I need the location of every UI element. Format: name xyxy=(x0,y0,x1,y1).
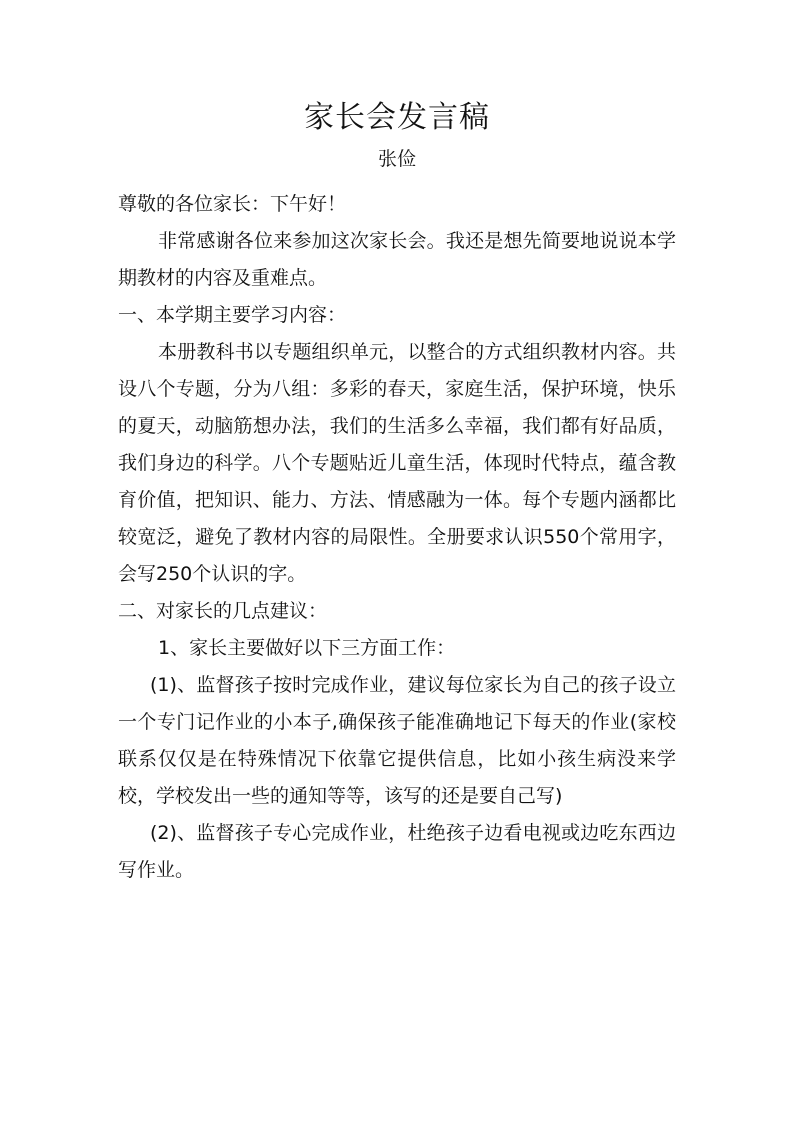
item1-paragraph: (1)、监督孩子按时完成作业，建议每位家长为自己的孩子设立一个专门记作业的小本子,确保孩子能准确地记下每天的作业(家校联系仅仅是在特殊情况下依靠它提供信息，比如小孩生病没来学校，学校发出一些的通知等等，该写的还是要自己写) xyxy=(118,674,676,807)
document-title: 家长会发言稿 xyxy=(304,100,490,135)
greeting-paragraph: 尊敬的各位家长：下午好！ xyxy=(118,193,347,215)
section1-heading: 一、本学期主要学习内容： xyxy=(118,304,347,326)
document-author: 张俭 xyxy=(377,148,416,170)
section1-body-paragraph: 本册教科书以专题组织单元，以整合的方式组织教材内容。共设八个专题，分为八组：多彩的春天，家庭生活，保护环境，快乐的夏天，动脑筋想办法，我们的生活多么幸福，我们都有好品质，我们身边的科学。八个专题贴近儿童生活，体现时代特点，蕴含教育价值，把知识、能力、方法、情感融为一体。每个专题内涵都比较宽泛，避免了教材内容的局限性。全册要求认识550个常用字，会写250个认识的字。 xyxy=(118,341,676,585)
subsection1-heading: 1、家长主要做好以下三方面工作： xyxy=(158,637,456,659)
document-body xyxy=(118,186,676,889)
intro-paragraph: 非常感谢各位来参加这次家长会。我还是想先简要地说说本学期教材的内容及重难点。 xyxy=(118,230,676,289)
item2-paragraph: (2)、监督孩子专心完成作业，杜绝孩子边看电视或边吃东西边写作业。 xyxy=(118,822,676,881)
section2-heading: 二、对家长的几点建议： xyxy=(118,600,328,622)
